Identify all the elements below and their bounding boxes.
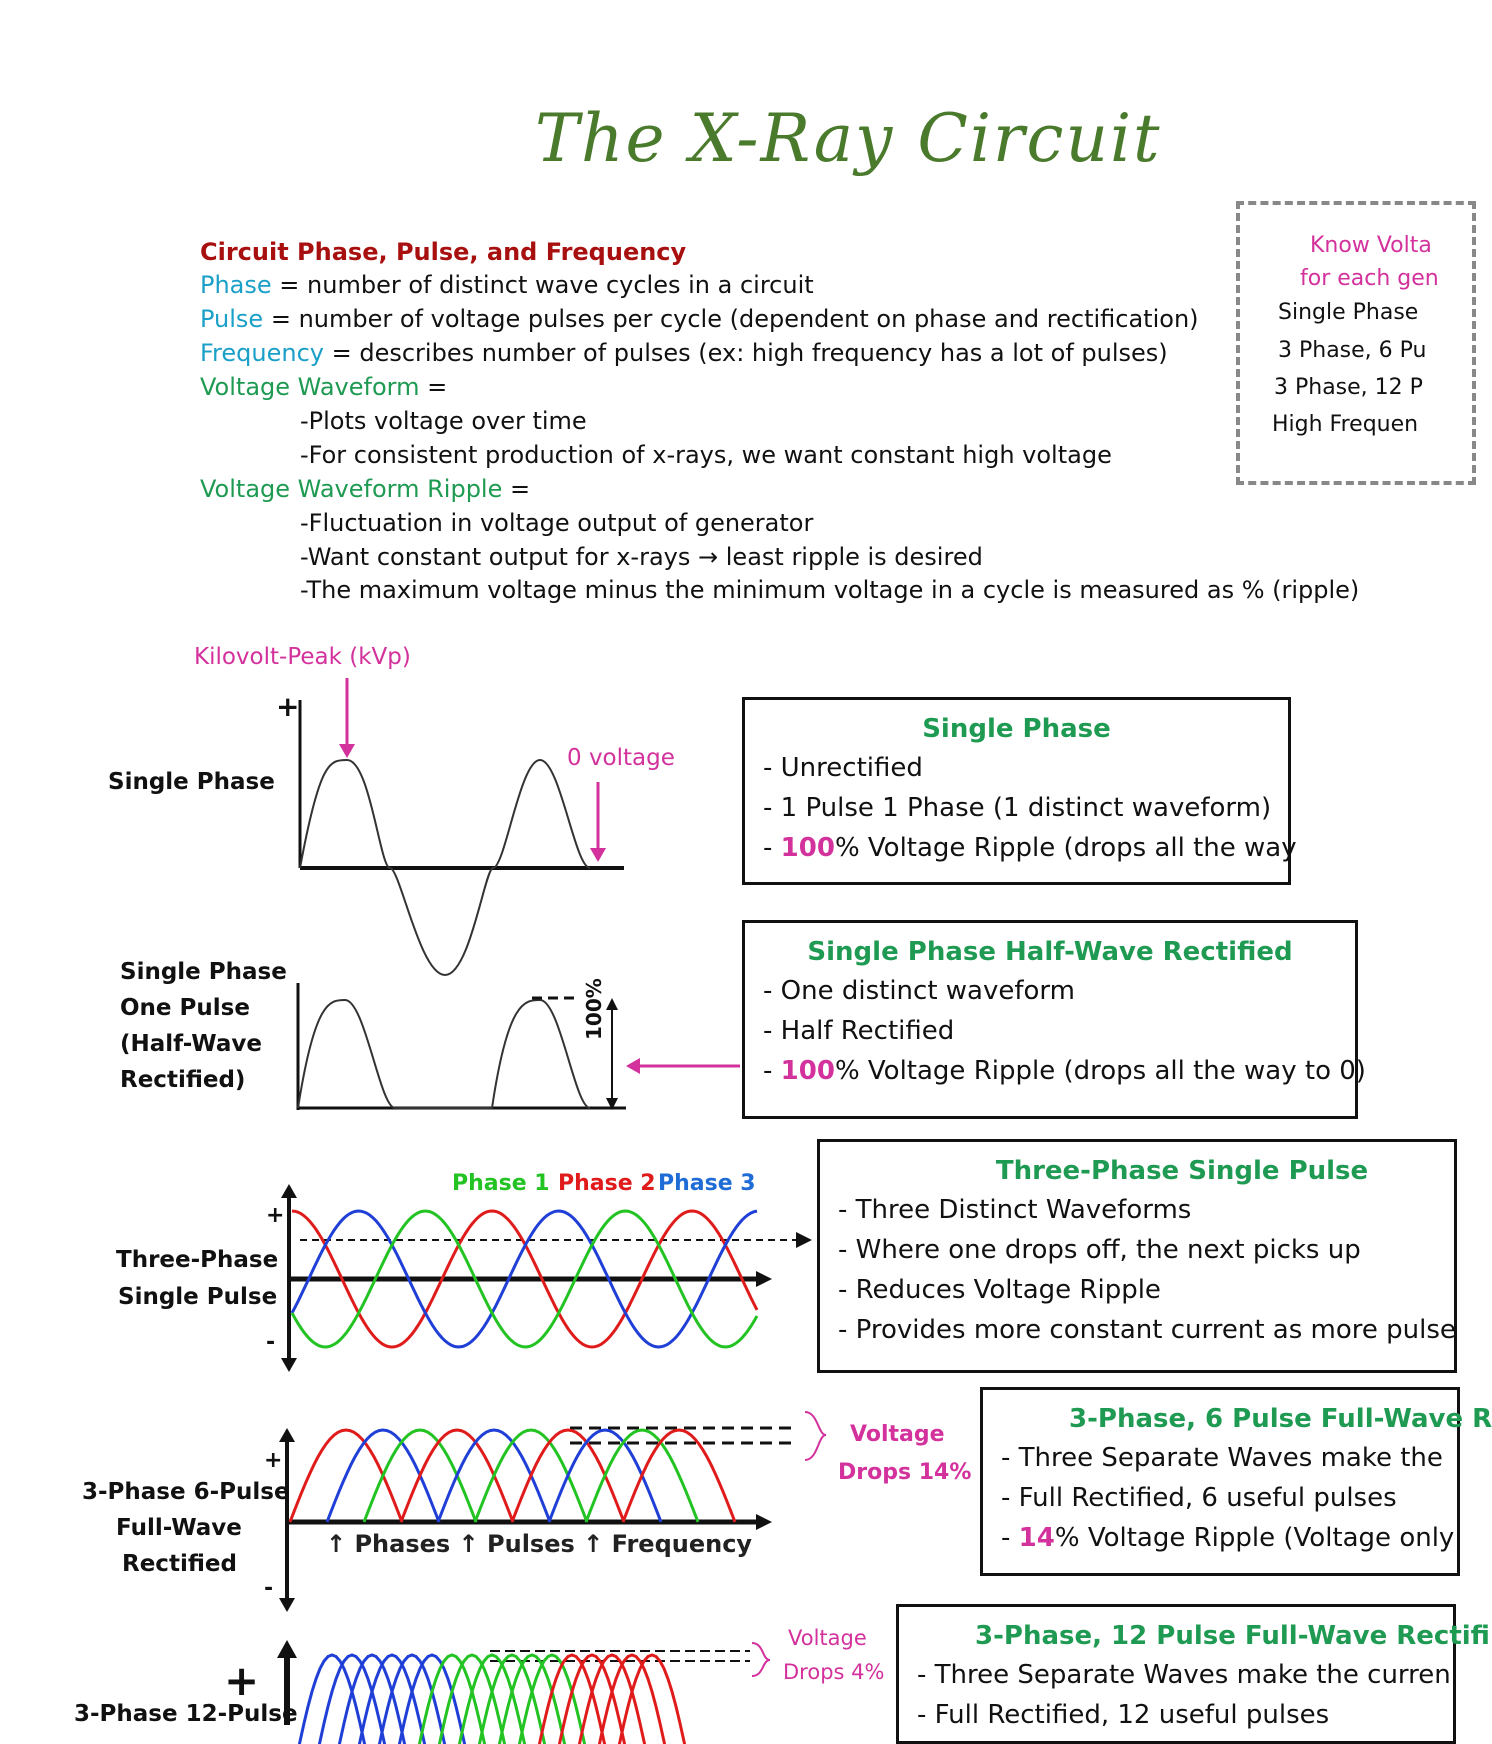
section-title: Circuit Phase, Pulse, and Frequency: [200, 238, 687, 266]
ripple-point: -Fluctuation in voltage output of generator: [300, 509, 814, 537]
box-title: Single Phase Half-Wave Rectified: [807, 937, 1293, 967]
term-frequency: Frequency: [200, 339, 324, 367]
label-twelve-pulse: 3-Phase 12-Pulse: [74, 1701, 298, 1727]
phase3-label: Phase 3: [658, 1171, 756, 1196]
box-three-phase: [817, 1139, 1457, 1373]
label-half-wave-4: Rectified): [120, 1067, 246, 1093]
know-line: High Frequen: [1272, 412, 1419, 437]
term-pulse: Pulse: [200, 305, 264, 333]
box-line: - Half Rectified: [763, 1016, 955, 1046]
label-six-pulse-3: Rectified: [122, 1551, 237, 1577]
plus-sign: +: [266, 1203, 285, 1228]
box-line: - Full Rectified, 6 useful pulses: [1001, 1483, 1397, 1513]
waveform-point: -Plots voltage over time: [300, 407, 587, 435]
ripple-text: % Voltage Ripple (drops all the way to 0): [834, 1056, 1366, 1086]
box-title: 3-Phase, 12 Pulse Full-Wave Rectifi: [975, 1621, 1490, 1651]
box-title: Three-Phase Single Pulse: [995, 1156, 1369, 1186]
box-line: - 100% Voltage Ripple (drops all the way to 0): [763, 1056, 1366, 1086]
minus-sign: -: [264, 1576, 274, 1601]
term-voltage-waveform: Voltage Waveform: [200, 373, 420, 401]
plus-sign: +: [264, 1448, 283, 1473]
page-title: The X-Ray Circuit: [535, 100, 1162, 177]
trend-phases: Phases: [354, 1530, 451, 1558]
box-line: - One distinct waveform: [763, 976, 1075, 1006]
trend-pulses: Pulses: [487, 1530, 575, 1558]
label-half-wave-1: Single Phase: [120, 959, 287, 985]
phase2-label: Phase 2: [558, 1171, 656, 1196]
phase1-label: Phase 1: [452, 1171, 550, 1196]
drops4-label: Drops 4%: [783, 1660, 885, 1684]
voltage-label: Voltage: [850, 1422, 945, 1447]
def-text: = number of distinct wave cycles in a circuit: [271, 271, 814, 299]
def-text: =: [502, 475, 531, 503]
box-half-wave: [742, 920, 1366, 1119]
box-line: - Reduces Voltage Ripple: [838, 1275, 1161, 1305]
box-line: - Three Separate Waves make the curren: [917, 1660, 1451, 1690]
box-line: - Provides more constant current as more pulse: [838, 1315, 1456, 1345]
label-six-pulse-1: 3-Phase 6-Pulse: [82, 1479, 290, 1505]
trend-frequency: Frequency: [611, 1530, 753, 1558]
box-line: - Where one drops off, the next picks up: [838, 1235, 1361, 1265]
know-line: Know Volta: [1310, 233, 1432, 258]
box-six-pulse: [980, 1387, 1492, 1576]
ripple-text: % Voltage Ripple (drops all the way: [834, 833, 1297, 863]
up-arrow-icon: ↑: [326, 1530, 347, 1558]
ripple-value: 14: [1018, 1523, 1055, 1553]
ripple-point: -The maximum voltage minus the minimum voltage in a cycle is measured as % (ripple): [300, 576, 1360, 604]
up-arrow-icon: ↑: [583, 1530, 604, 1558]
know-line: for each gen: [1300, 266, 1439, 291]
def-text: = describes number of pulses (ex: high frequency has a lot of pulses): [323, 339, 1168, 367]
waveform-point: -For consistent production of x-rays, we want constant high voltage: [300, 441, 1112, 469]
ripple-text: % Voltage Ripple (Voltage only: [1054, 1523, 1455, 1553]
plus-sign: +: [224, 1656, 260, 1705]
plus-sign: +: [276, 690, 300, 723]
drops14-label: Drops 14%: [838, 1460, 972, 1485]
right-arrow-icon: →: [698, 543, 719, 571]
def-text: = number of voltage pulses per cycle (dependent on phase and rectification): [263, 305, 1199, 333]
term-phase: Phase: [200, 271, 272, 299]
box-twelve-pulse: [896, 1604, 1490, 1744]
ripple-text: least ripple is desired: [718, 543, 983, 571]
know-line: 3 Phase, 12 P: [1274, 375, 1423, 400]
label-half-wave-2: One Pulse: [120, 995, 250, 1021]
label-three-phase-2: Single Pulse: [118, 1284, 278, 1310]
box-line: - 1 Pulse 1 Phase (1 distinct waveform): [763, 793, 1272, 823]
box-line: - Unrectified: [763, 753, 923, 783]
box-line: - Full Rectified, 12 useful pulses: [917, 1700, 1330, 1730]
know-line: Single Phase: [1278, 300, 1419, 325]
label-half-wave-3: (Half-Wave: [120, 1031, 262, 1057]
ripple-value: 100: [780, 833, 835, 863]
kvp-label: Kilovolt-Peak (kVp): [194, 644, 411, 670]
box-line: - Three Distinct Waveforms: [838, 1195, 1192, 1225]
ripple-value: 100: [780, 1056, 835, 1086]
voltage-label-2: Voltage: [788, 1626, 867, 1650]
label-six-pulse-2: Full-Wave: [116, 1515, 242, 1541]
ripple-text: -Want constant output for x-rays: [300, 543, 691, 571]
know-line: 3 Phase, 6 Pu: [1278, 338, 1427, 363]
label-three-phase-1: Three-Phase: [116, 1247, 279, 1273]
box-title: 3-Phase, 6 Pulse Full-Wave R: [1069, 1404, 1492, 1434]
box-title: Single Phase: [922, 714, 1111, 744]
box-single-phase: [742, 697, 1297, 885]
up-arrow-icon: ↑: [458, 1530, 479, 1558]
minus-sign: -: [266, 1330, 276, 1355]
box-line: - Three Separate Waves make the: [1001, 1443, 1443, 1473]
hundred-pct-label: 100%: [582, 978, 606, 1040]
def-text: =: [419, 373, 448, 401]
label-single-phase: Single Phase: [108, 769, 275, 795]
box-line: - 100% Voltage Ripple (drops all the way: [763, 833, 1297, 863]
zero-voltage-label: 0 voltage: [567, 745, 675, 771]
term-ripple: Voltage Waveform Ripple: [200, 475, 503, 503]
box-line: - 14% Voltage Ripple (Voltage only: [1001, 1523, 1455, 1553]
